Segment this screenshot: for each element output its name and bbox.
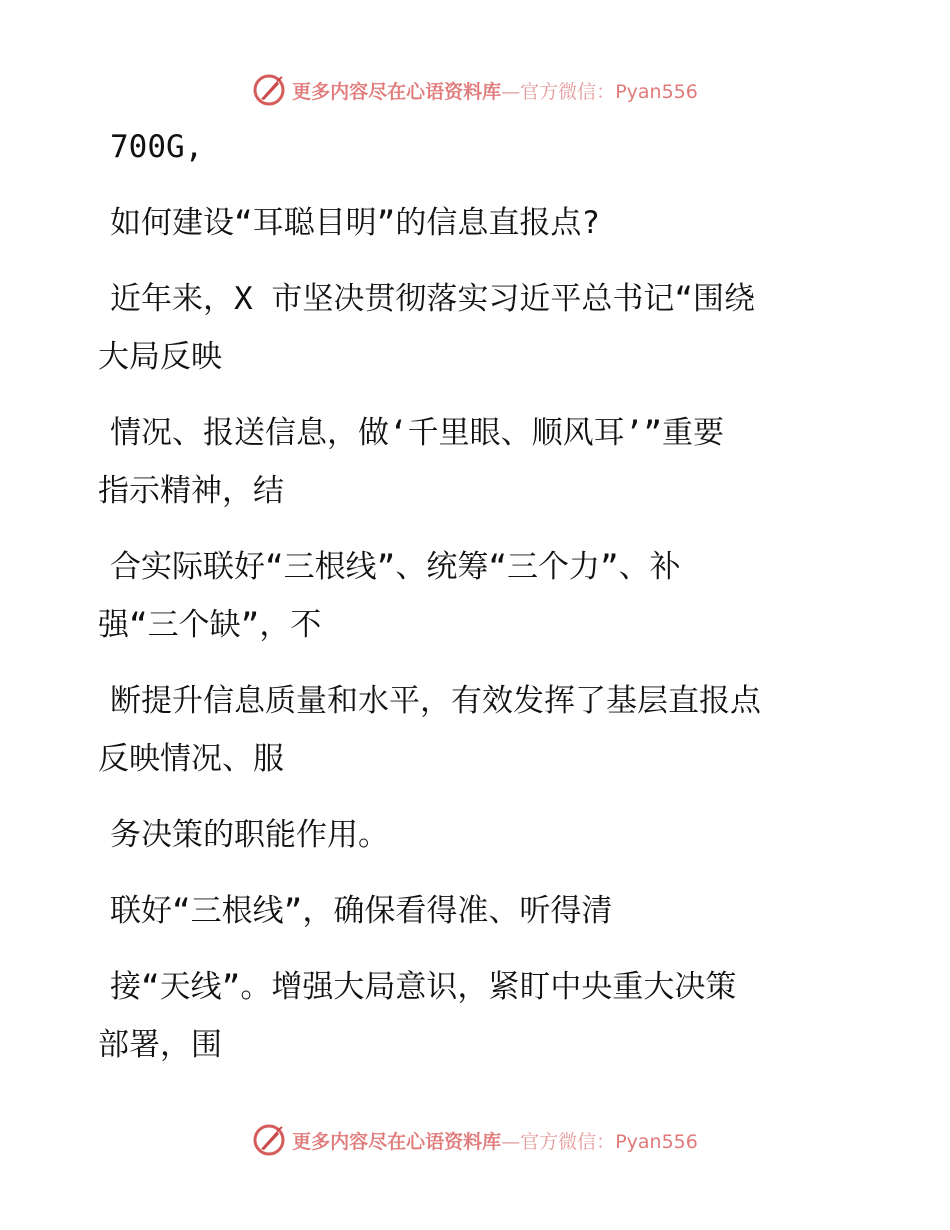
text-line: 近年来，X 市坚决贯彻落实习近平总书记“围绕 [110,281,755,317]
text-line: 如何建设“耳聪目明”的信息直报点? [110,205,600,241]
paragraph [98,672,858,788]
watermark-separator-text: —官方微信： [501,1130,616,1153]
text-line: 情况、报送信息，做‘千里眼、顺风耳’”重要 [110,415,724,451]
paragraph [98,404,858,520]
text-line: 务决策的职能作用。 [110,817,389,853]
text-line: 700G, [110,129,204,165]
text-line: 反映情况、服 [98,741,284,777]
paragraph [98,118,858,176]
watermark-id-text: Pyan556 [615,1130,698,1153]
text-line: 接“天线”。增强大局意识，紧盯中央重大决策 [110,969,737,1005]
paragraph [98,958,858,1074]
paragraph [98,882,858,940]
paragraph [98,806,858,864]
paragraph [98,538,858,654]
header-watermark [0,70,950,110]
text-line: 指示精神，结 [98,473,284,509]
text-line: 强“三个缺”，不 [98,607,322,643]
quill-logo-icon [252,1123,286,1157]
watermark-separator-text: —官方微信： [501,80,616,103]
paragraph [98,194,858,252]
footer-watermark [0,1120,950,1160]
document-body [98,118,858,1074]
text-line: 部署，围 [98,1027,222,1063]
text-line: 断提升信息质量和水平，有效发挥了基层直报点 [110,683,761,719]
watermark-main-text: 更多内容尽在心语资料库 [292,1130,502,1153]
watermark-main-text: 更多内容尽在心语资料库 [292,80,502,103]
text-line: 联好“三根线”，确保看得准、听得清 [110,893,613,929]
text-line: 合实际联好“三根线”、统筹“三个力”、补 [110,549,681,585]
paragraph [98,270,858,386]
quill-logo-icon [252,73,286,107]
text-line: 大局反映 [98,339,222,375]
watermark-id-text: Pyan556 [615,80,698,103]
